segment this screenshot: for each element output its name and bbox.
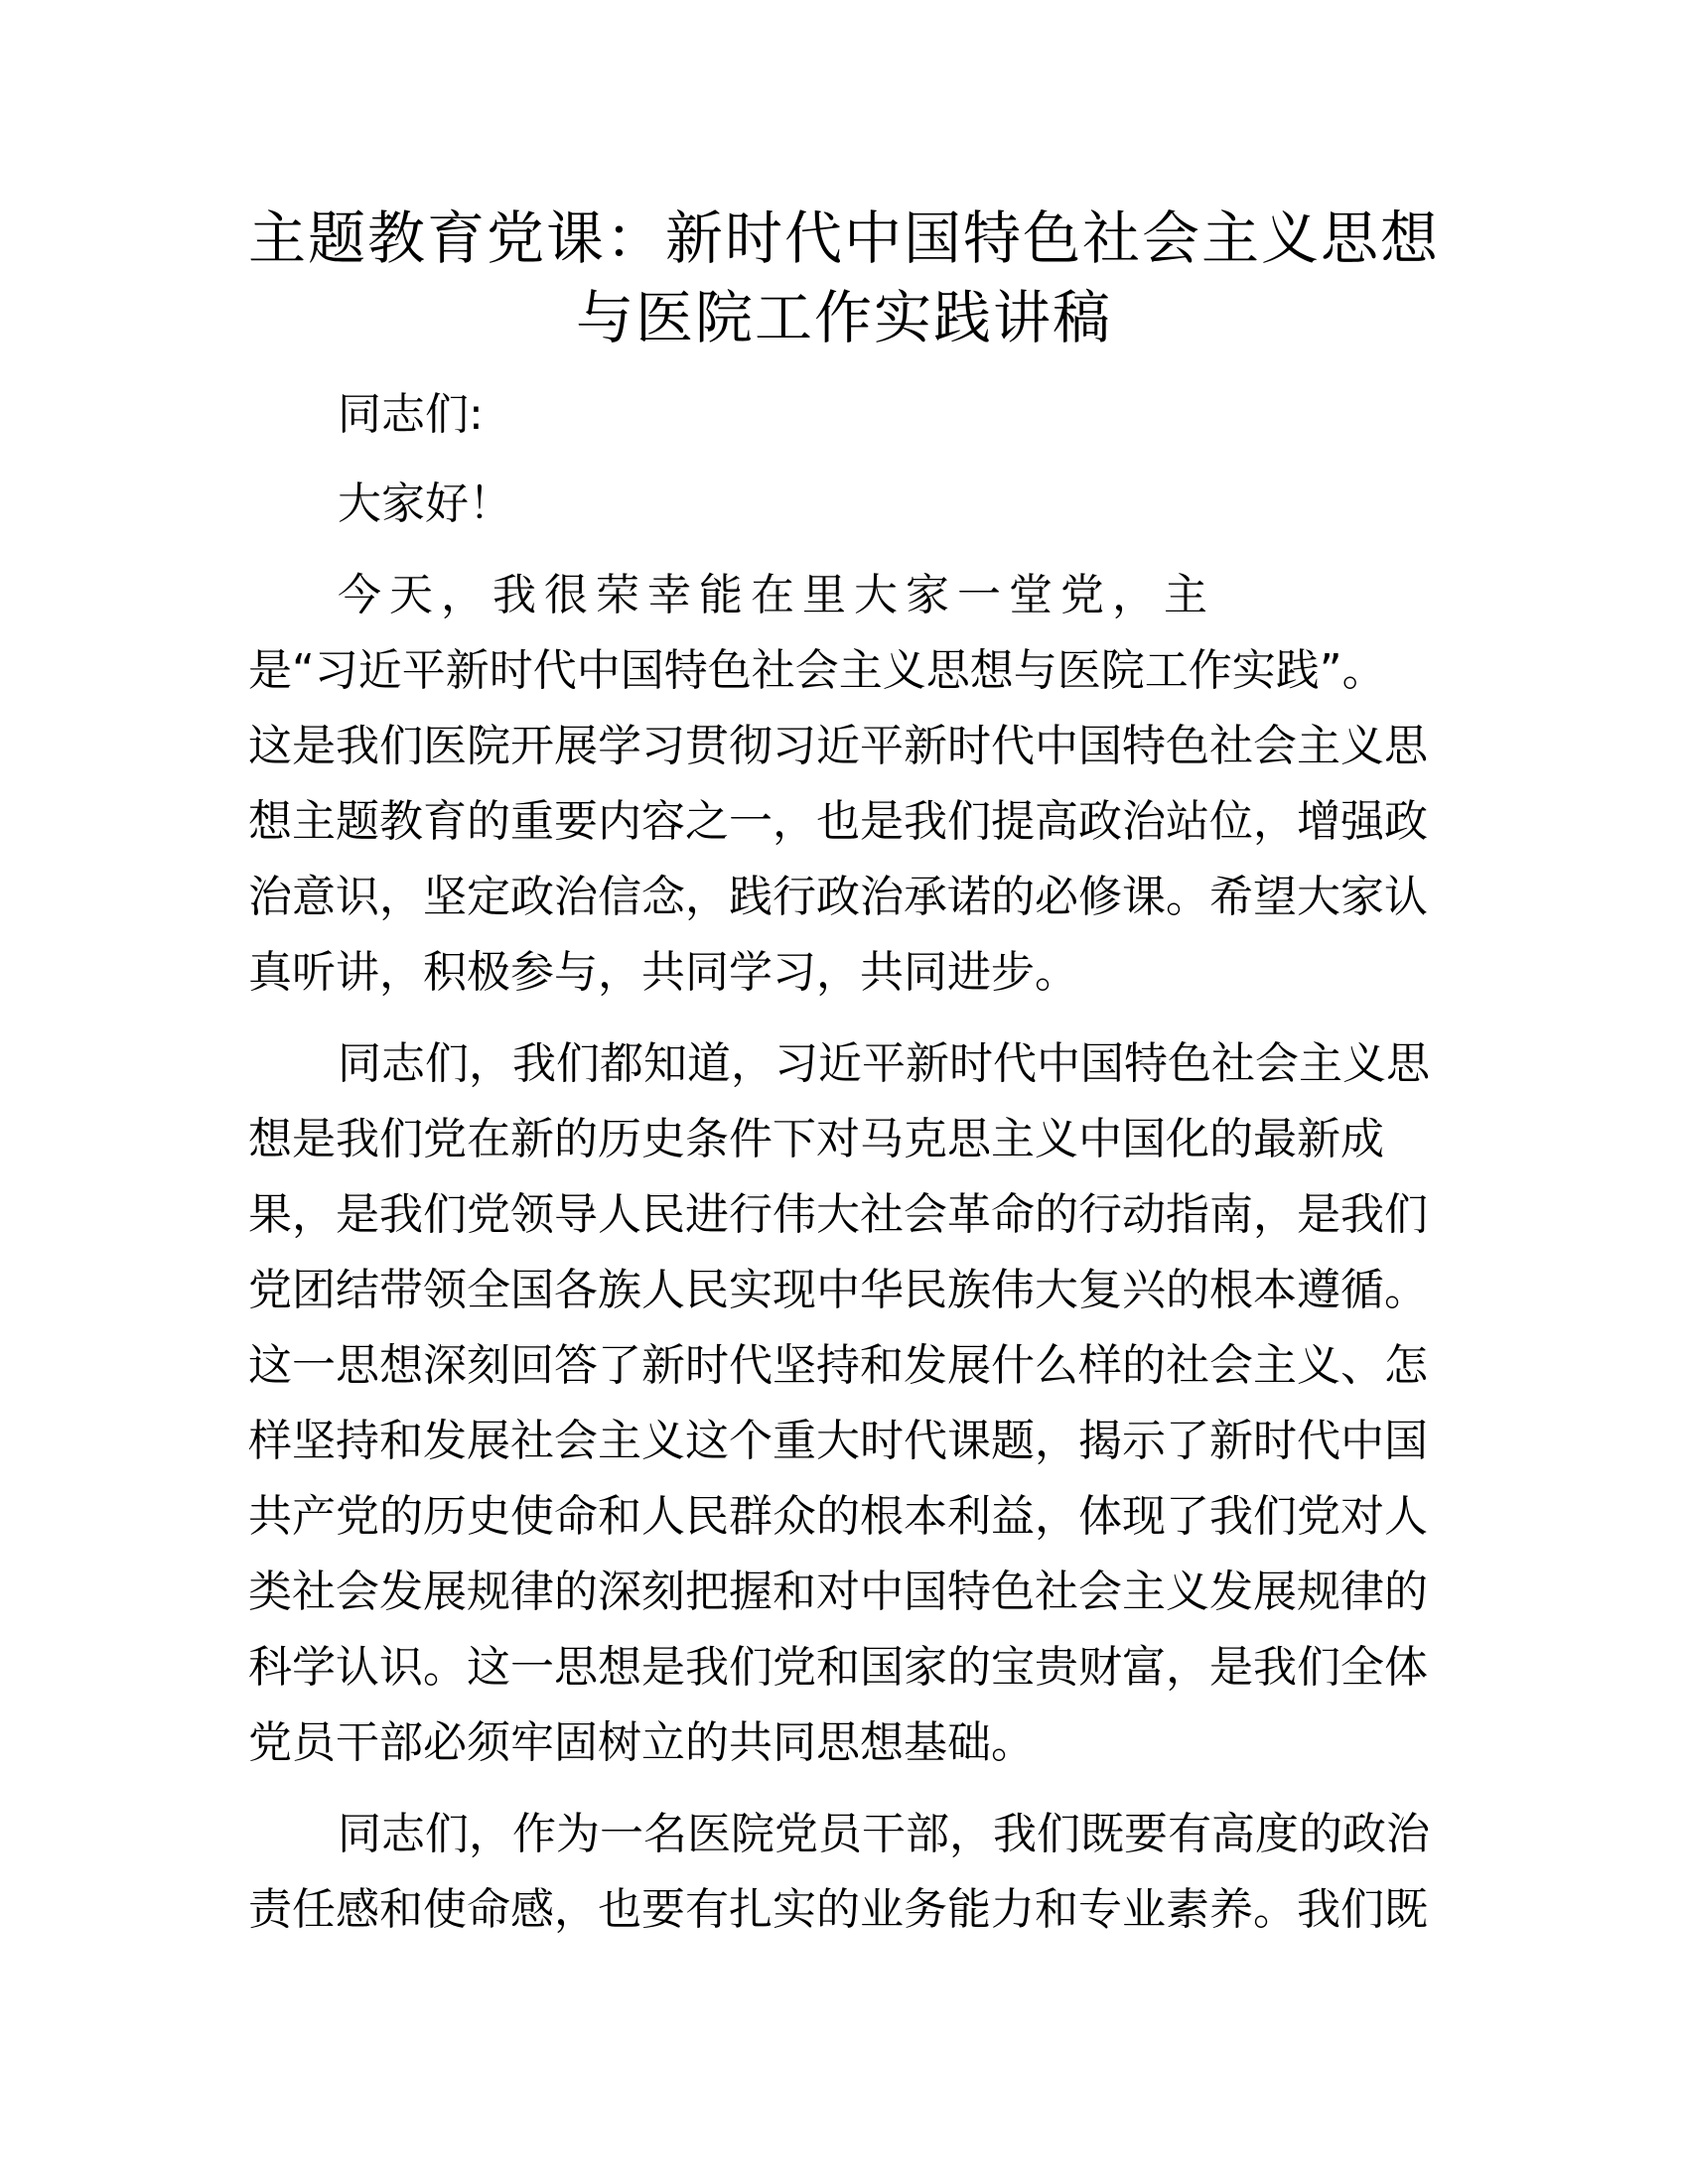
paragraph-2-line-9: 科学认识。这一思想是我们党和国家的宝贵财富，是我们全体 <box>248 1642 1428 1693</box>
title-line-2: 与医院工作实践讲稿 <box>575 284 1112 351</box>
paragraph-2-line-2: 想是我们党在新的历史条件下对马克思主义中国化的最新成 <box>248 1114 1384 1164</box>
paragraph-2-line-8: 类社会发展规律的深刻把握和对中国特色社会主义发展规律的 <box>248 1567 1428 1617</box>
paragraph-1-line-2: 是“习近平新时代中国特色社会主义思想与医院工作实践”。 <box>248 645 1386 696</box>
paragraph-2-line-5: 这一思想深刻回答了新时代坚持和发展什么样的社会主义、怎 <box>248 1340 1428 1391</box>
paragraph-1-line-6: 真听讲，积极参与，共同学习，共同进步。 <box>248 947 1078 998</box>
paragraph-2-line-4: 党团结带领全国各族人民实现中华民族伟大复兴的根本遵循。 <box>248 1265 1428 1315</box>
paragraph-2-line-1: 同志们，我们都知道，习近平新时代中国特色社会主义思 <box>338 1038 1430 1089</box>
paragraph-1-line-4: 想主题教育的重要内容之一，也是我们提高政治站位，增强政 <box>248 796 1428 847</box>
paragraph-3-line-2: 责任感和使命感，也要有扎实的业务能力和专业素养。我们既 <box>248 1884 1428 1935</box>
paragraph-3-line-1: 同志们，作为一名医院党员干部，我们既要有高度的政治 <box>338 1809 1430 1859</box>
paragraph-1-line-3: 这是我们医院开展学习贯彻习近平新时代中国特色社会主义思 <box>248 721 1428 771</box>
paragraph-1-line-1: 今天，我很荣幸能在里大家一堂党，主 <box>338 570 1215 620</box>
salutation: 同志们: <box>338 389 484 440</box>
paragraph-2-line-7: 共产党的历史使命和人民群众的根本利益，体现了我们党对人 <box>248 1491 1428 1542</box>
paragraph-1-line-5: 治意识，坚定政治信念，践行政治承诺的必修课。希望大家认 <box>248 872 1428 922</box>
paragraph-2-line-3: 果，是我们党领导人民进行伟大社会革命的行动指南，是我们 <box>248 1189 1428 1240</box>
greeting: 大家好！ <box>338 478 512 529</box>
paragraph-2-line-10: 党员干部必须牢固树立的共同思想基础。 <box>248 1717 1035 1768</box>
title-line-1: 主题教育党课：新时代中国特色社会主义思想 <box>247 205 1440 272</box>
paragraph-2-line-6: 样坚持和发展社会主义这个重大时代课题，揭示了新时代中国 <box>248 1416 1428 1466</box>
document-title <box>199 199 1489 357</box>
